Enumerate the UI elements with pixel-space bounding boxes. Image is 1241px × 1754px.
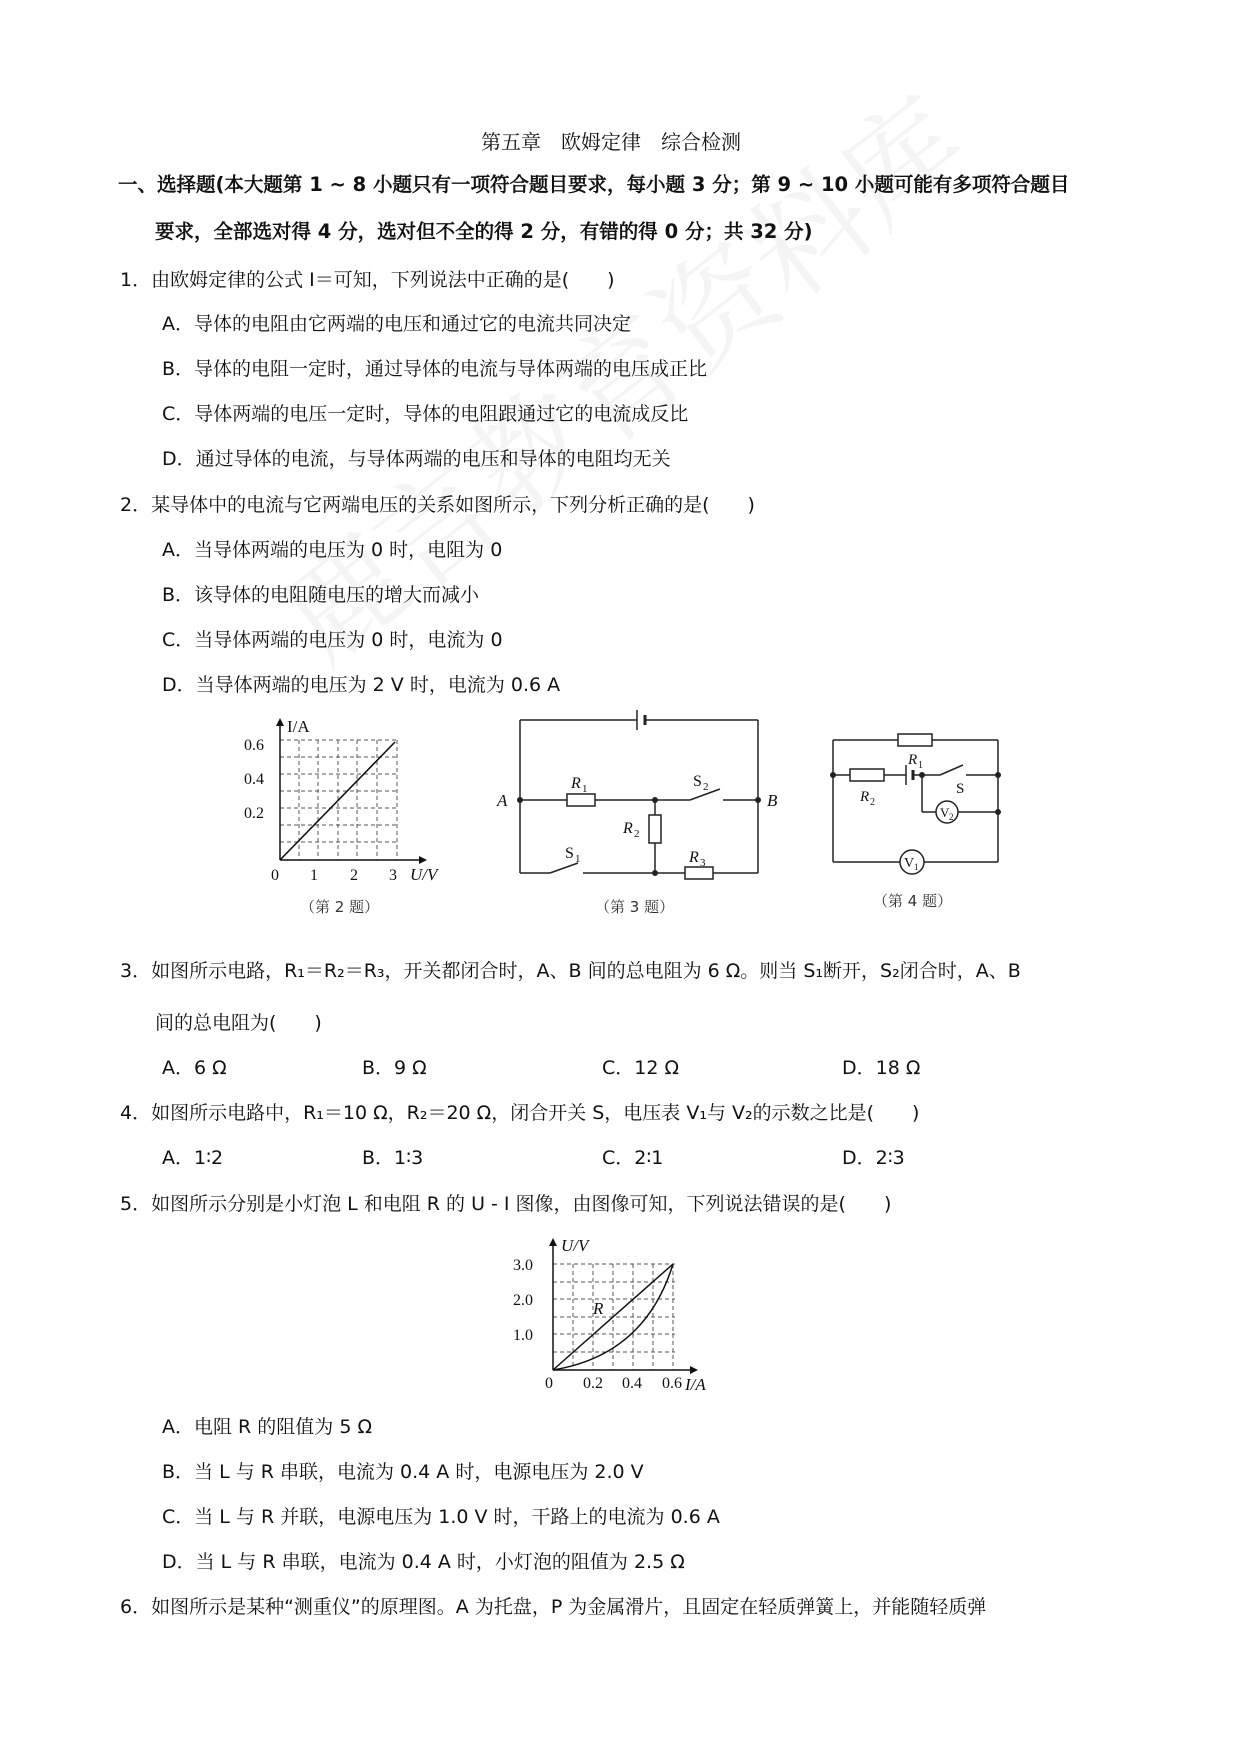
figure-2-ytick: 0.6 xyxy=(244,737,264,754)
figure-5-graph xyxy=(505,1230,725,1394)
figure-2-xtick: 1 xyxy=(310,867,318,884)
figure-2-xtick: 2 xyxy=(350,867,358,884)
v1-sub: 1 xyxy=(914,862,919,872)
figure-5-ytick: 1.0 xyxy=(513,1327,533,1344)
q3-option-d: D．18 Ω xyxy=(842,1057,921,1079)
q3-option-a: A．6 Ω xyxy=(162,1057,227,1079)
figure-4-caption: （第 4 题） xyxy=(873,892,953,910)
resistor-r1 xyxy=(898,734,932,746)
figure-5-xtick: 0.4 xyxy=(622,1375,642,1392)
q4-option-b: B．1∶3 xyxy=(362,1147,424,1169)
figure-2-y-arrow xyxy=(276,718,284,726)
q3-option-b: B．9 Ω xyxy=(362,1057,427,1079)
figure-5-xtick: 0 xyxy=(545,1375,553,1392)
figure-2-ytick: 0.4 xyxy=(244,771,264,788)
curve-r-label: R xyxy=(593,1299,604,1318)
s2-sub: 2 xyxy=(703,781,709,793)
q3-stem-line1: 3．如图所示电路，R₁＝R₂＝R₃，开关都闭合时，A、B 间的总电阻为 6 Ω。则当 S₁断开，S₂闭合时，A、B xyxy=(120,960,1021,982)
figure-3-caption: （第 3 题） xyxy=(595,898,675,916)
figure-4-circuit xyxy=(828,730,1008,880)
r1-label: R xyxy=(908,752,918,768)
q2-option-c: C．当导体两端的电压为 0 时，电流为 0 xyxy=(162,629,503,651)
q4-stem: 4．如图所示电路中，R₁＝10 Ω，R₂＝20 Ω，闭合开关 S，电压表 V₁与 V₂的示数之比是( ) xyxy=(120,1102,920,1124)
figure-5-y-arrow xyxy=(549,1238,557,1246)
figure-5-xlabel: I/A xyxy=(685,1375,706,1394)
q2-option-a: A．当导体两端的电压为 0 时，电阻为 0 xyxy=(162,539,503,561)
switch-s1 xyxy=(550,863,578,873)
q5-option-a: A．电阻 R 的阻值为 5 Ω xyxy=(162,1416,372,1438)
r1-sub: 1 xyxy=(918,760,923,771)
figure-5-ytick: 3.0 xyxy=(513,1257,533,1274)
r2-sub: 2 xyxy=(870,797,875,808)
figure-2-caption: （第 2 题） xyxy=(300,898,380,916)
figure-5-xtick: 0.2 xyxy=(583,1375,603,1392)
page-title: 第五章 欧姆定律 综合检测 xyxy=(481,130,741,154)
s-label: S xyxy=(956,781,965,797)
q1-option-b: B．导体的电阻一定时，通过导体的电流与导体两端的电压成正比 xyxy=(162,358,708,380)
resistor-r1 xyxy=(567,794,595,806)
r2-sub: 2 xyxy=(634,828,640,840)
section-heading-line1: 一、选择题(本大题第 1 ~ 8 小题只有一项符合题目要求，每小题 3 分；第 9 ~ 10 小题可能有多项符合题目 xyxy=(118,173,1070,196)
v2-sub: 2 xyxy=(949,812,954,822)
q3-stem-line2: 间的总电阻为( ) xyxy=(155,1012,322,1034)
q1-option-a: A．导体的电阻由它两端的电压和通过它的电流共同决定 xyxy=(162,313,631,335)
q2-option-d: D．当导体两端的电压为 2 V 时，电流为 0.6 A xyxy=(162,674,561,696)
r2-label: R xyxy=(860,789,870,805)
q1-option-c: C．导体两端的电压一定时，导体的电阻跟通过它的电流成反比 xyxy=(162,403,689,425)
s1-label: S xyxy=(565,845,574,862)
q5-option-d: D．当 L 与 R 串联，电流为 0.4 A 时，小灯泡的阻值为 2.5 Ω xyxy=(162,1551,685,1573)
q4-option-c: C．2∶1 xyxy=(602,1147,664,1169)
figure-2-xtick: 0 xyxy=(271,867,279,884)
q4-option-d: D．2∶3 xyxy=(842,1147,905,1169)
section-heading-line2: 要求，全部选对得 4 分，选对但不全的得 2 分，有错的得 0 分；共 32 分) xyxy=(155,220,813,243)
q5-option-c: C．当 L 与 R 并联，电源电压为 1.0 V 时，干路上的电流为 0.6 A xyxy=(162,1506,720,1528)
figure-2-ylabel: I/A xyxy=(287,717,310,736)
r3-sub: 3 xyxy=(700,857,706,869)
s1-sub: 1 xyxy=(575,853,581,865)
figure-2-xlabel: U/V xyxy=(410,865,438,884)
resistor-r3 xyxy=(685,867,713,879)
figure-5-ylabel: U/V xyxy=(561,1236,589,1255)
r2-label: R xyxy=(623,820,633,837)
r3-label: R xyxy=(689,849,699,866)
figure-5-xtick: 0.6 xyxy=(662,1375,682,1392)
switch-s xyxy=(940,765,963,775)
node-b-label: B xyxy=(767,791,778,810)
figure-5-x-arrow xyxy=(690,1366,698,1374)
resistor-r2 xyxy=(850,769,884,781)
q4-option-a: A．1∶2 xyxy=(162,1147,224,1169)
resistor-r2 xyxy=(649,815,661,843)
q5-stem: 5．如图所示分别是小灯泡 L 和电阻 R 的 U - I 图像，由图像可知，下列说法错误的是( ) xyxy=(120,1193,892,1215)
q3-option-c: C．12 Ω xyxy=(602,1057,680,1079)
q1-option-d: D．通过导体的电流，与导体两端的电压和导体的电阻均无关 xyxy=(162,448,671,470)
figure-2-graph xyxy=(235,712,455,884)
v2-label: V xyxy=(940,805,950,820)
figure-2-x-arrow xyxy=(419,856,427,864)
figure-2-ytick: 0.2 xyxy=(244,805,264,822)
q6-stem: 6．如图所示是某种“测重仪”的原理图。A 为托盘，P 为金属滑片，且固定在轻质弹簧上，并能随轻质弹 xyxy=(120,1596,987,1618)
figure-3-circuit xyxy=(495,705,785,885)
figure-5-ytick: 2.0 xyxy=(513,1292,533,1309)
r1-label: R xyxy=(571,775,581,792)
figure-2-xtick: 3 xyxy=(389,867,397,884)
q2-stem: 2．某导体中的电流与它两端电压的关系如图所示，下列分析正确的是( ) xyxy=(120,494,755,516)
s2-label: S xyxy=(693,773,702,790)
v1-label: V xyxy=(904,856,915,871)
q5-option-b: B．当 L 与 R 串联，电流为 0.4 A 时，电源电压为 2.0 V xyxy=(162,1461,644,1483)
q1-stem: 1．由欧姆定律的公式 I＝可知，下列说法中正确的是( ) xyxy=(120,269,615,291)
node-a-label: A xyxy=(497,791,508,810)
r1-sub: 1 xyxy=(582,783,588,795)
q2-option-b: B．该导体的电阻随电压的增大而减小 xyxy=(162,584,480,606)
